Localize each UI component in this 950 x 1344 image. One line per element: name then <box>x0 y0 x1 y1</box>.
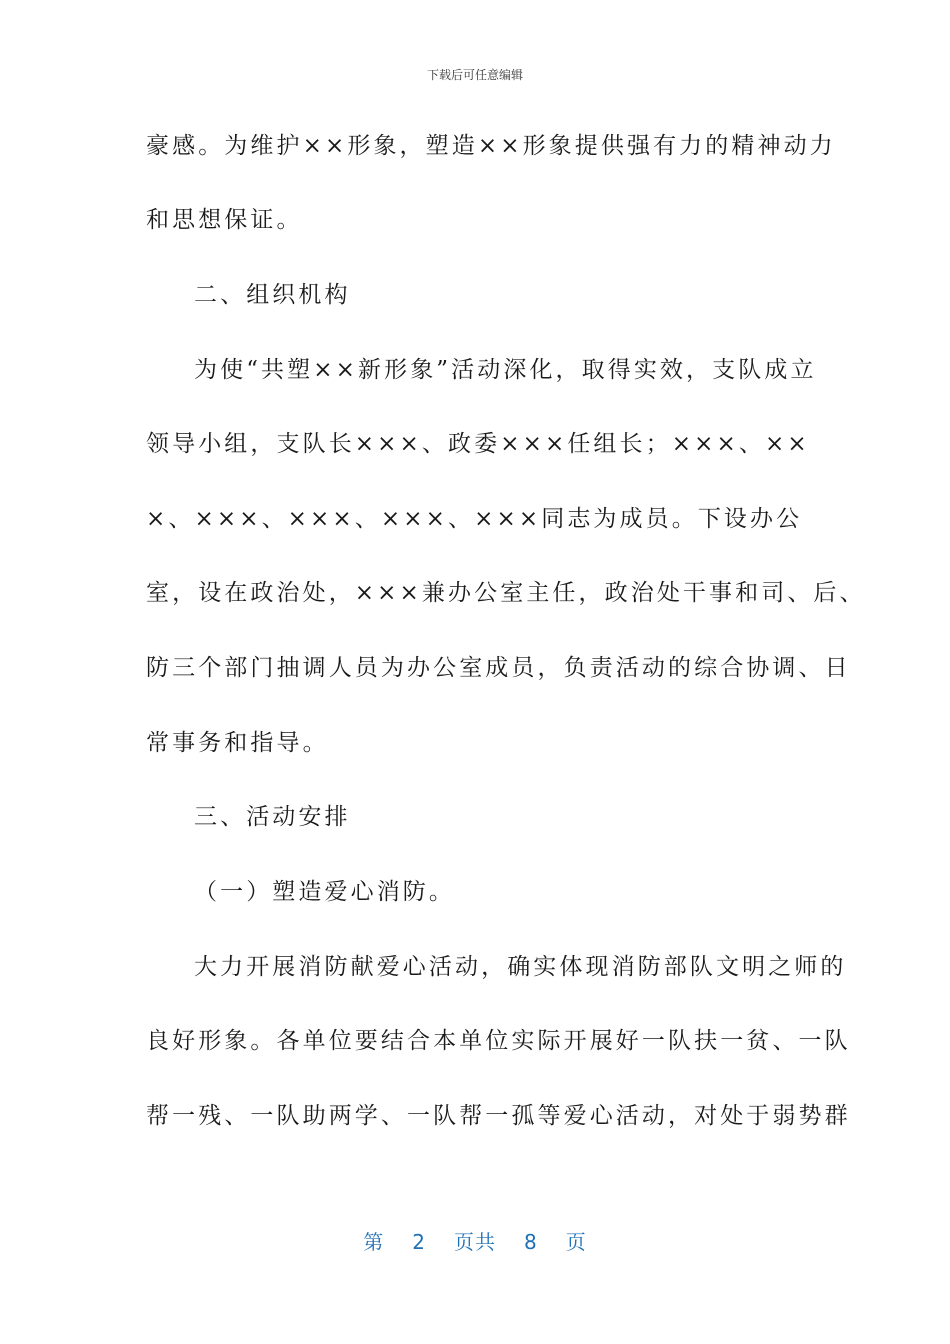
text-line: 室，设在政治处，×××兼办公室主任，政治处干事和司、后、 <box>146 580 866 606</box>
total-pages-number: 8 <box>524 1230 538 1254</box>
text-line: 为使“共塑××新形象”活动深化，取得实效，支队成立 <box>194 357 817 383</box>
section-heading: 三、活动安排 <box>194 804 351 830</box>
current-page-number: 2 <box>412 1230 426 1254</box>
text-line: 大力开展消防献爱心活动，确实体现消防部队文明之师的 <box>194 954 847 980</box>
footer-label-total: 页共 <box>454 1230 496 1254</box>
footer-label-page: 第 <box>363 1230 385 1254</box>
text-line: 良好形象。各单位要结合本单位实际开展好一队扶一贫、一队 <box>146 1028 851 1054</box>
section-heading: 二、组织机构 <box>194 282 351 308</box>
footer-label-end: 页 <box>565 1230 587 1254</box>
page-footer <box>0 1226 950 1255</box>
text-line: 和思想保证。 <box>146 207 303 233</box>
text-line: 帮一残、一队助两学、一队帮一孤等爱心活动，对处于弱势群 <box>146 1103 851 1129</box>
header-note: 下载后可任意编辑 <box>426 68 523 82</box>
text-line: 豪感。为维护××形象，塑造××形象提供强有力的精神动力 <box>146 133 836 159</box>
text-line: 常事务和指导。 <box>146 730 329 756</box>
text-line: ×、×××、×××、×××、×××同志为成员。下设办公 <box>146 506 803 532</box>
text-line: 防三个部门抽调人员为办公室成员，负责活动的综合协调、日 <box>146 655 851 681</box>
subsection-heading: （一）塑造爱心消防。 <box>194 879 455 905</box>
text-line: 领导小组，支队长×××、政委×××任组长；×××、×× <box>146 431 810 457</box>
